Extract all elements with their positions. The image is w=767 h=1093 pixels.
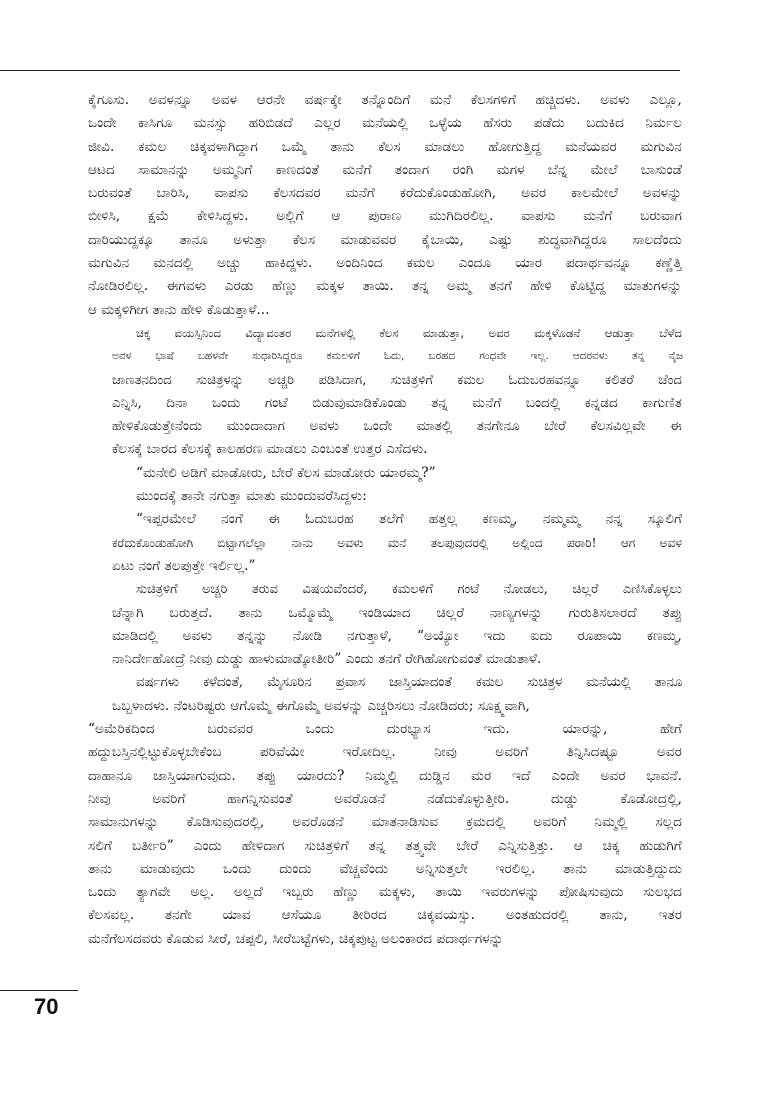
paragraph bbox=[88, 671, 682, 718]
page-body bbox=[88, 89, 682, 951]
text-line: ಜೀವಿ. ಕಮಲ ಚಿಕ್ಕವಳಾಗಿದ್ದಾಗ ಒಮ್ಮೆ ತಾನು ಕೆಲಸ ಮಾಡಲು ಹೋಗುತ್ತಿದ್ದ ಮನೆಯವರ ಮಗುವಿನ bbox=[88, 138, 682, 155]
text-line: ಕೆಲಸವಲ್ಲ. ತನಗೇ ಯಾವ ಆಸೆಯೂ ತೀರಿರದ ಚಿಕ್ಕವಯಸ್ಸು. ಅಂತಹುದರಲ್ಲಿ ತಾನು, ಇತರ bbox=[88, 907, 682, 924]
page-number: 70 bbox=[34, 994, 59, 1019]
text-line: ಕೈಗೂಸು. ಅವಳನ್ನೂ ಅವಳ ಆರನೇ ವರ್ಷಕ್ಕೇ ತನ್ನೊಂದಿಗೆ ಮನೆ ಕೆಲಸಗಳಿಗೆ ಹಚ್ಚಿದಳು. ಅವಳು ಎಲ್ಲೂ, bbox=[88, 92, 682, 108]
text-line: ಮನೆಗೆಲಸದವರು ಕೊಡುವ ಸೀರೆ, ಚಪ್ಪಲಿ, ಸೀರೆಬಟ್ಟೆಗಳು, ಚಿಕ್ಕಪುಟ್ಟ ಅಲಂಕಾರದ ಪದಾರ್ಥಗಳನ್ನು bbox=[88, 930, 504, 947]
text-line: ಸಲಿಗೆ ಬರ್ತೀರಿ” ಎಂದು ಹೇಳಿದಾಗ ಸುಚಿತ್ರಳಿಗೆ ತನ್ನ ತತ್ತ್ವವೇ ಬೇರೆ ಎನ್ನಿಸುತ್ತಿತ್ತು. ಆ ಚಿಕ್ಕ ಹುಡುಗಿಗೆ bbox=[88, 837, 682, 854]
text-line: “ಮನೇಲಿ ಅಡಿಗೆ ಮಾಡೋರು, ಬೇರೆ ಕೆಲಸ ಮಾಡೋರು ಯಾರಮ್ಮ?” bbox=[136, 464, 436, 481]
text-line: ನಾನಿರ್ದೇಹೋದ್ರೆ ನೀವು ದುಡ್ಡು ಹಾಳುಮಾಡ್ಕೋತೀರಿ” ಎಂದು ತನಗೆ ರೇಗಿಹೋಗುವಂತೆ ಮಾಡುತಾಳೆ. bbox=[112, 651, 542, 668]
text-line: ದಾರಿಯುದ್ದಕ್ಕೂ ತಾನೂ ಅಳುತ್ತಾ ಕೆಲಸ ಮಾಡುವವರ ಕೈಬಾಯಿ, ಎಷ್ಟು ಶುದ್ಧವಾಗಿದ್ದರೂ ಸಾಲದೆಂದು bbox=[88, 231, 682, 248]
paragraph bbox=[88, 89, 682, 322]
text-line: ಕೆಲಸಕ್ಕೆ ಬಾರದ ಕೆಲಸಕ್ಕೆ ಕಾಲಹರಣ ಮಾಡಲು ಎಂಬಂತೆ ಉತ್ತರ ಎಸೆದಳು. bbox=[112, 441, 428, 458]
text-line: ಹದ್ದುಬಸ್ತಿನಲ್ಲಿಟ್ಟುಕೊಳ್ಳಬೇಕೆಂಬ ಪರಿವೆಯೇ ಇರೋದಿಲ್ಲ. ನೀವು ಅವರಿಗೆ ತಿನ್ನಿಸಿದಷ್ಟೂ ಅವರ bbox=[88, 744, 682, 761]
text-line: ಎನ್ನಿಸಿ, ದಿನಾ ಒಂದು ಗಂಟೆ ಬಿಡುವುಮಾಡಿಕೊಂಡು ತನ್ನ ಮನೆಗೆ ಬಂದಲ್ಲಿ ಕನ್ನಡದ ಕಾಗುಣಿತ bbox=[112, 394, 682, 411]
text-line: ನೋಡಿರಲಿಲ್ಲ. ಈಗವಳು ಎರಡು ಹೆಣ್ಣು ಮಕ್ಕಳ ತಾಯಿ. ತನ್ನ ಅಮ್ಮ ತನಗೆ ಹೇಳಿ ಕೊಟ್ಟಿದ್ದ ಮಾತುಗಳನ್ನು bbox=[88, 278, 682, 295]
text-line: ಅವಳ ಭಾಷೆ ಬಹಳವೇ ಸುಧಾರಿಸಿದ್ದರೂ ಕಮಲಳಿಗೆ ಓದು, ಬರಹದ ಗಂಧವೇ ಇಲ್ಲ. ಆದರವಳು ತನ್ನ ನೈಜ bbox=[112, 350, 684, 363]
text-line: ನೀವು ಅವರಿಗೆ ಹಾಗನ್ನಿಸುವಂತೆ ಅವರೊಡನೆ ನಡೆದುಕೊಳ್ಳುತ್ತೀರಿ. ದುಡ್ಡು ಕೊಡೋದ್ರಲ್ಲಿ, bbox=[88, 790, 682, 807]
paragraph bbox=[88, 462, 682, 485]
text-line: ಆಟದ ಸಾಮಾನನ್ನು ಅಮ್ಮನಿಗೆ ಕಾಣದಂತೆ ಮನೆಗೆ ತಂದಾಗ ರಂಗಿ ಮಗಳ ಬೆನ್ನ ಮೇಲೆ ಬಾಸುಂಡೆ bbox=[88, 161, 682, 178]
text-line: “ಇಪ್ಪರಮೇಲೆ ನಂಗೆ ಈ ಓದುಬರಹ ತಲೆಗೆ ಹತ್ತಲ್ಲ ಕಣಮ್ಮ, ನಮ್ಮಮ್ಮ ನನ್ನ ಸ್ಕೂಲಿಗೆ bbox=[136, 511, 682, 528]
text-line: ಜಾಣತನದಿಂದ ಸುಚಿತ್ರಳನ್ನು ಅಚ್ಚರಿ ಪಡಿಸಿದಾಗ, ಸುಚಿತ್ರಳಿಗೆ ಕಮಲ ಓದುಬರಹವನ್ನೂ ಕಲಿತರೆ ಚೆಂದ bbox=[112, 372, 682, 388]
paragraph bbox=[88, 485, 682, 508]
text-line: ಒಂದು ತ್ಯಾಗವೇ ಅಲ್ಲ. ಅಲ್ಲದೆ ಇಬ್ಬರು ಹೆಣ್ಣು ಮಕ್ಕಳು, ತಾಯಿ ಇವರುಗಳನ್ನು ಪೋಷಿಸುವುದು ಸುಲಭದ bbox=[88, 884, 682, 901]
text-line: ಒಂದೇ ಕಾಸಿಗೂ ಮನಸ್ಸು ಹರಿಬಿಡದೆ ಎಲ್ಲರ ಮನೆಯಲ್ಲಿ ಒಳ್ಳೆಯ ಹೆಸರು ಪಡೆದು ಬದುಕಿದ ನಿರ್ಮಲ bbox=[88, 115, 682, 132]
header-rule bbox=[0, 70, 680, 71]
text-line: ಕರೆದುಕೊಂಡುಹೋಗಿ ಬಿಟ್ಟಾಗಲೆಲ್ಲಾ ನಾನು ಅವಳು ಮನೆ ತಲಪುವುದರಲ್ಲಿ ಅಲ್ಲಿಂದ ಪರಾರಿ! ಆಗ ಅವಳ bbox=[112, 535, 682, 550]
text-line: ಆ ಮಕ್ಕಳಿಗೀಗ ತಾನು ಹೇಳಿ ಕೊಡುತ್ತಾಳೆ... bbox=[88, 301, 270, 318]
text-line: ಸಾಮಾನುಗಳನ್ನು ಕೊಡಿಸುವುದರಲ್ಲಿ, ಅವರೊಡನೆ ಮಾತನಾಡಿಸುವ ಕ್ರಮದಲ್ಲಿ ಅವರಿಗೆ ನಿಮ್ಮಲ್ಲಿ ಸಲ್ಲದ bbox=[88, 814, 682, 831]
text-line: ತಾನು ಮಾಡುವುದು ಒಂದು ದುಂದು ವೆಚ್ಚವೆಂದು ಅನ್ನಿಸುತ್ತಲೇ ಇರಲಿಲ್ಲ. ತಾನು ಮಾಡುತ್ತಿದ್ದುದು bbox=[88, 860, 682, 877]
footer-rule bbox=[0, 990, 78, 991]
paragraph bbox=[88, 718, 682, 951]
text-line: ಏಟು ನಂಗೆ ತಲಪುತ್ತೇ ಇರ್ಲಿಲ್ಲ.” bbox=[112, 557, 256, 574]
text-line: ದಾಹಾನೂ ಜಾಸ್ತಿಯಾಗುವುದು. ತಪ್ಪು ಯಾರದು? ನಿಮ್ಮಲ್ಲಿ ದುಡ್ಡಿನ ಮರ ಇದೆ ಎಂದೇ ಅವರ ಭಾವನೆ. bbox=[88, 767, 682, 784]
paragraph bbox=[88, 578, 682, 671]
text-line: ವರ್ಷಗಳು ಕಳೆದಂತೆ, ಮೈಸೂರಿನ ಪ್ರವಾಸ ಜಾಸ್ತಿಯಾದಂತೆ ಕಮಲ ಸುಚಿತ್ರಳ ಮನೆಯಲ್ಲಿ ತಾನೂ bbox=[136, 675, 683, 691]
paragraph bbox=[88, 322, 682, 462]
text-line: ಮಾಡಿದಲ್ಲಿ ಅವಳು ತನ್ನನ್ನು ನೋಡಿ ನಗುತ್ತಾಳೆ, “ಅಯ್ಯೋ ಇದು ಐದು ರೂಪಾಯಿ ಕಣಮ್ಮ, bbox=[112, 627, 682, 644]
text-line: ಚೆನ್ನಾಗಿ ಬರುತ್ತದೆ. ತಾನು ಒಮ್ಮೊಮ್ಮೆ ಇಂಡಿಯಾದ ಚಿಲ್ಲರೆ ನಾಣ್ಯಗಳನ್ನು ಗುರುತಿಸಲಾರದೆ ತಪ್ಪು bbox=[112, 604, 682, 621]
paragraph bbox=[88, 508, 682, 578]
text-line: “ಅಮೆರಿಕದಿಂದ ಬರುವವರ ಒಂದು ದುರಭ್ಯಾಸ ಇದು. ಯಾರನ್ನು, ಹೇಗೆ bbox=[88, 721, 682, 738]
text-line: ಚಿಕ್ಕ ವಯಸ್ಸಿನಿಂದ ವಿದ್ಯಾವಂತರ ಮನೆಗಳಲ್ಲಿ ಕೆಲಸ ಮಾಡುತ್ತಾ, ಅವರ ಮಕ್ಕಳೊಡನೆ ಆಡುತ್ತಾ ಬೆಳೆದ bbox=[136, 325, 682, 340]
text-line: ಹೇಳಿಕೊಡುತ್ತೇನೆಂದು ಮುಂದಾದಾಗ ಅವಳು ಒಂದೇ ಮಾತಲ್ಲಿ ತನಗೇನೂ ಬೇರೆ ಕೆಲಸವಿಲ್ಲವೇ ಈ bbox=[112, 418, 682, 435]
text-line: ಮುಂದಕ್ಕೆ ತಾನೇ ನಗುತ್ತಾ ಮಾತು ಮುಂದುವರೆಸಿದ್ದಳು: bbox=[136, 488, 367, 505]
text-line: ಒಬ್ಬಳಾದಳು. ನೆಂಟರಿಷ್ಟರು ಆಗೊಮ್ಮೆ ಈಗೊಮ್ಮೆ ಅವಳನ್ನು ಎಚ್ಚರಿಸಲು ನೋಡಿದರು; ಸೂಕ್ಷ್ಮವಾಗಿ, bbox=[112, 697, 530, 714]
text-line: ಬರುವಂತೆ ಬಾರಿಸಿ, ವಾಪಸು ಕೆಲಸದವರ ಮನೆಗೆ ಕರೆದುಕೊಂಡುಹೋಗಿ, ಅವರ ಕಾಲಮೇಲೆ ಅವಳನ್ನು bbox=[88, 185, 682, 202]
text-line: ಮಗುವಿನ ಮನದಲ್ಲಿ ಅಚ್ಚು ಹಾಕಿದ್ದಳು. ಅಂದಿನಿಂದ ಕಮಲ ಎಂದೂ ಯಾರ ಪದಾರ್ಥವನ್ನೂ ಕಣ್ಣೆತ್ತಿ bbox=[88, 255, 682, 272]
text-line: ಬೀಳಿಸಿ, ಕ್ಷಮೆ ಕೇಳಿಸಿದ್ದಳು. ಅಲ್ಲಿಗೆ ಆ ಪುರಾಣ ಮುಗಿದಿರಲಿಲ್ಲ. ವಾಪಸು ಮನೆಗೆ ಬರುವಾಗ bbox=[88, 208, 682, 225]
text-line: ಸುಚಿತ್ರಳಿಗೆ ಅಚ್ಚರಿ ತರುವ ವಿಷಯವೆಂದರೆ, ಕಮಲಳಿಗೆ ಗಂಟೆ ನೋಡಲು, ಚಿಲ್ಲರೆ ಎಣಿಸಿಕೊಳ್ಳಲು bbox=[136, 582, 682, 598]
